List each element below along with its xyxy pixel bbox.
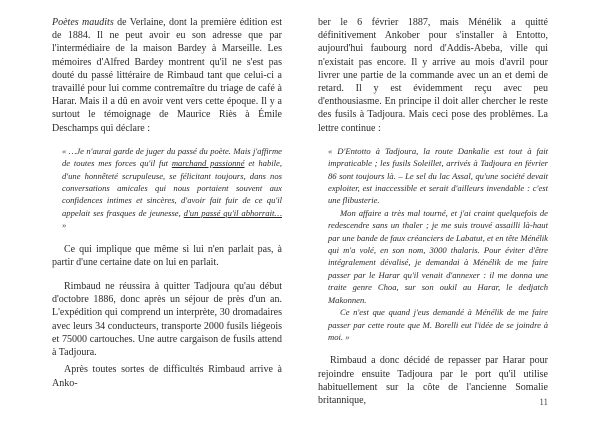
- paragraph: Rimbaud a donc décidé de repasser par Harar pour rejoindre ensuite Tadjoura par le port qu'il utilise habituellement sur la côte de l'ancienne Somalie britannique,: [318, 355, 548, 406]
- quote-block: [328, 145, 548, 344]
- paragraph: ber le 6 février 1887, mais Ménélik a quitté définitivement Ankober pour s'installer à Entotto, aujourd'hui faubourg nord d'Addis-Abeba, ville qui n'existait pas encore. Il y arrive au mois d'avril pour livrer une partie de la commande avec un an et demi de retard. Il y est évidemment reçu avec peu d'enthousiasme. En principe il doit aller chercher le reste des fusils à Tadjoura. Mais ceci pose des problèmes. La lettre continue :: [318, 17, 548, 134]
- right-column: [318, 16, 548, 407]
- quote-paragraph: « …Je n'aurai garde de juger du passé du poète. Mais j'affirme de toutes mes forces qu'il fut marchand passionné et habile, d'une honnêteté scrupuleuse, se félicitant toujours, dans nos conversations amicales qui nous portaient souvent aux confidences intimes et sincères, d'avoir fait fuir de ce qu'il appelait ses frasques de jeunesse, d'un passé qu'il abhorrait… »: [62, 145, 282, 231]
- left-column: [52, 16, 282, 390]
- paragraph: Rimbaud ne réussira à quitter Tadjoura qu'au début d'octobre 1886, donc après un séjour de près d'un an. L'expédition qui comprend un interprète, 30 dromadaires avec leurs 34 conducteurs, transporte 2000 fusils liégeois et 75000 cartouches. Une autre cargaison de fusils attend à Tadjoura.: [52, 281, 282, 359]
- quote-block: [62, 145, 282, 232]
- page-number: 11: [539, 397, 548, 407]
- quote-paragraph: « D'Entotto à Tadjoura, la route Dankalie est tout à fait impraticable ; les fusils Soleillet, arrivés à Tadjoura en février 86 sont toujours là. – Le sel du lac Assal, qu'une société devait exploiter, est inaccessible et serait d'ailleurs invendable : c'est une flibusterie.: [328, 145, 548, 206]
- underlined-phrase: d'un passé qu'il abhorrait…: [183, 207, 282, 218]
- paragraph: Après toutes sortes de difficultés Rimbaud arrive à Anko-: [52, 364, 282, 389]
- paragraph: Ce qui implique que même si lui n'en parlait pas, à partir d'une certaine date on lui en parlait.: [52, 243, 282, 268]
- quote-paragraph: Ce n'est que quand j'eus demandé à Ménélik de me faire passer par cette route que M. Borelli eut l'idée de se joindre à moi. »: [328, 307, 548, 342]
- quote-paragraph: Mon affaire a très mal tourné, et j'ai craint quelquefois de redescendre sans un thaler ; je me suis trouvé assailli là-haut par une bande de faux créanciers de Labatut, et en tête Ménélik qui m'a volé, en son nom, 3000 thalaris. Pour éviter d'être intégralement dévalisé, je demandai à Ménélik de me faire passer par le Harar qu'il venait d'annexer : il me donna une traite genre Choa, sur son oukil au Harar, le dedjatch Makonnen.: [328, 207, 548, 305]
- underlined-phrase: marchand passionné: [171, 158, 245, 169]
- book-title: Poètes maudits: [52, 17, 114, 28]
- paragraph: Poètes maudits de Verlaine, dont la première édition est de 1884. Il ne peut avoir eu son adresse que par l'intermédiaire de la maison Bardey à Marseille. Les mémoires d'Alfred Bardey montrent qu'il ne s'est pas douté du passé littéraire de Rimbaud tant que celui-ci a travaillé pour lui comme contremaître du triage de café à Harar. Mais il a dû en avoir vent vers cette époque. Il y a surtout le témoignage de Maurice Riès à Émile Deschamps qui déclare :: [52, 17, 283, 134]
